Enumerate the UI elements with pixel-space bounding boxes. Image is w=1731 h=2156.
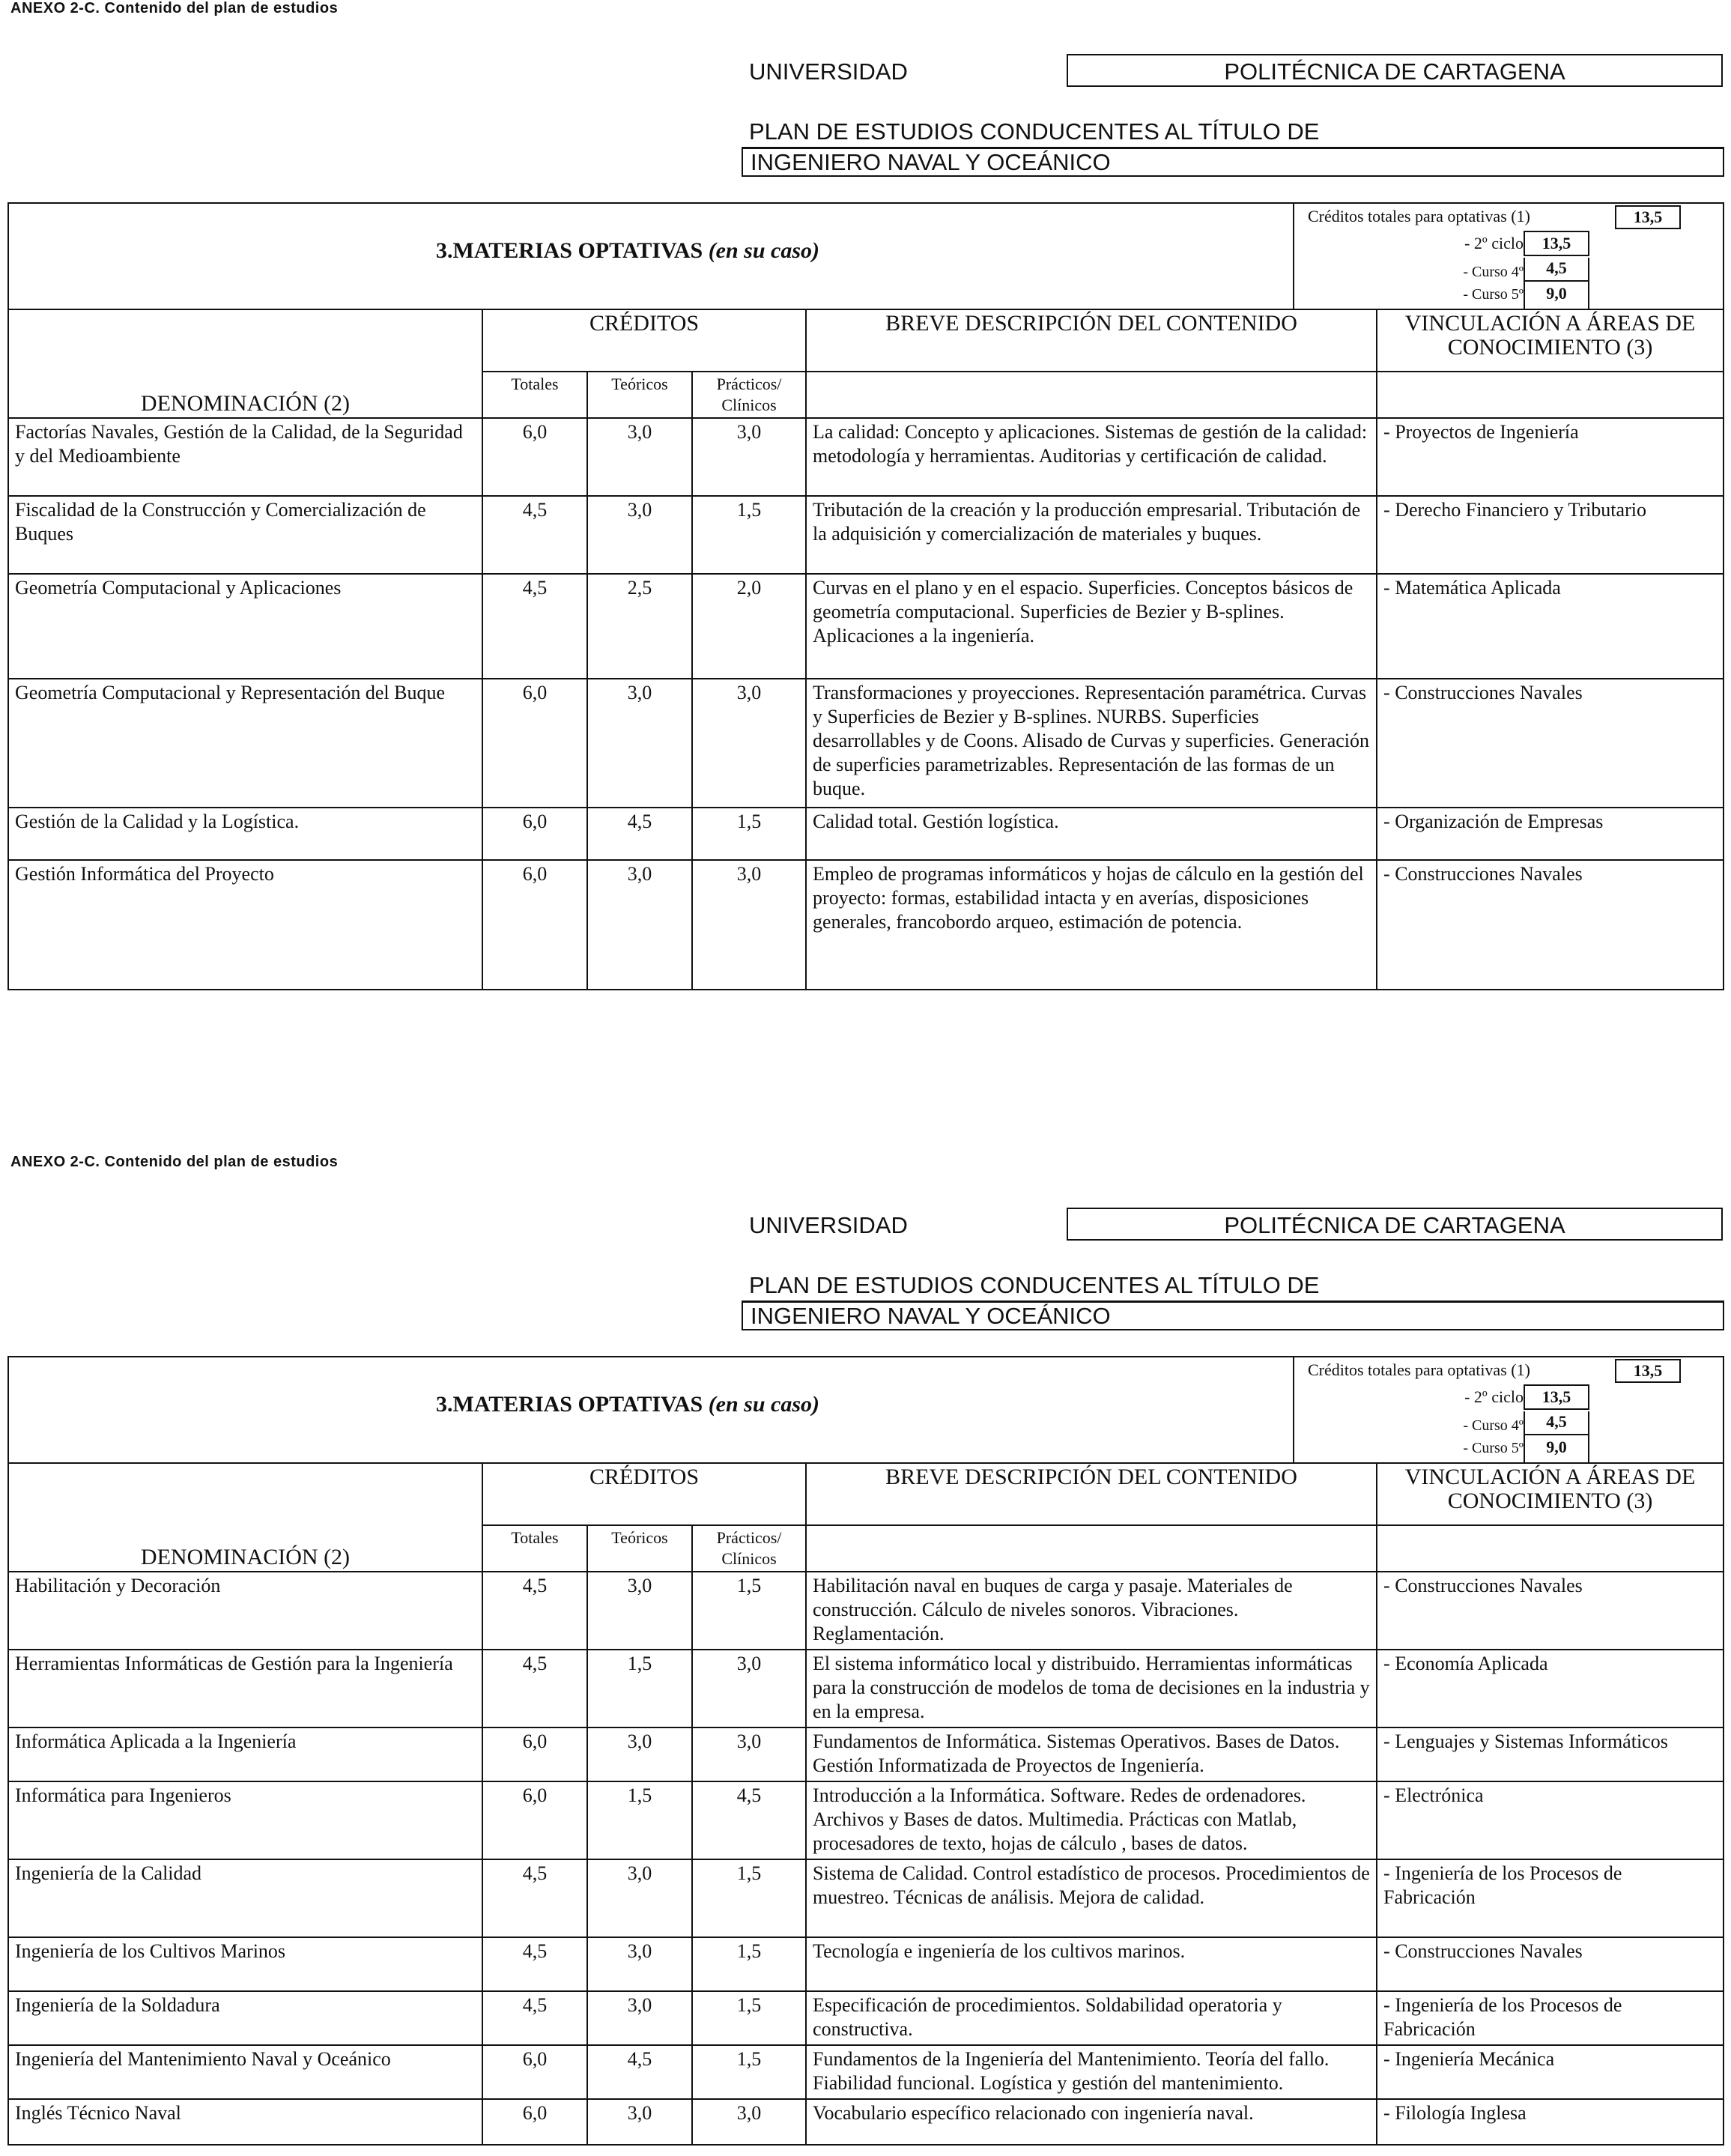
course-name: Fiscalidad de la Construcción y Comercialización de Buques — [9, 496, 482, 574]
column-vinculacion: VINCULACIÓN A ÁREAS DE CONOCIMIENTO (3) — [1377, 1464, 1723, 1525]
course-name: Ingeniería del Mantenimiento Naval y Oceánico — [9, 2045, 482, 2099]
plan-label: PLAN DE ESTUDIOS CONDUCENTES AL TÍTULO DE — [749, 1272, 1320, 1298]
credits-totales: 4,5 — [482, 1991, 587, 2045]
table-row — [9, 1572, 1723, 1650]
credits-panel — [1293, 1357, 1663, 1462]
credits-teoricos: 1,5 — [587, 1781, 692, 1859]
course-name: Habilitación y Decoración — [9, 1572, 482, 1650]
credits-teoricos: 3,0 — [587, 2099, 692, 2144]
annex-title: ANEXO 2-C. Contenido del plan de estudios — [10, 0, 339, 16]
credits-total-label: Créditos totales para optativas (1) — [1308, 207, 1530, 225]
knowledge-area: - Derecho Financiero y Tributario — [1377, 496, 1723, 574]
credits-practicos: 1,5 — [692, 1859, 806, 1937]
course-name: Gestión Informática del Proyecto — [9, 860, 482, 989]
column-totales: Totales — [482, 1525, 587, 1572]
section-header — [9, 204, 1723, 310]
credits-practicos: 3,0 — [692, 1650, 806, 1727]
course-description: Introducción a la Informática. Software. Redes de ordenadores. Archivos y Bases de datos. Multimedia. Prácticas con Matlab, procesadores de texto, hojas de cálculo , bases de datos. — [806, 1781, 1377, 1859]
credits-practicos: 1,5 — [692, 1937, 806, 1991]
table-row — [9, 418, 1723, 496]
credits-totales: 4,5 — [482, 496, 587, 574]
section-title: 3.MATERIAS OPTATIVAS (en su caso) — [436, 238, 820, 263]
course-description: Empleo de programas informáticos y hojas de cálculo en la gestión del proyecto: formas, estabilidad intacta y en averías, disposiciones generales, francobordo arqueo, estimación de potencia. — [806, 860, 1377, 989]
knowledge-area: - Construcciones Navales — [1377, 679, 1723, 808]
course-description: Fundamentos de la Ingeniería del Mantenimiento. Teoría del fallo. Fiabilidad funcional. Logística y gestión del mantenimiento. — [806, 2045, 1377, 2099]
knowledge-area: - Filología Inglesa — [1377, 2099, 1723, 2144]
course-name: Geometría Computacional y Representación del Buque — [9, 679, 482, 808]
credits-total-label: Créditos totales para optativas (1) — [1308, 1360, 1530, 1379]
table-row — [9, 574, 1723, 679]
table-row — [9, 1727, 1723, 1781]
curso4-label: - Curso 4º — [1463, 264, 1524, 280]
credits-practicos: 1,5 — [692, 1991, 806, 2045]
credits-totales: 6,0 — [482, 808, 587, 860]
table-row — [9, 1781, 1723, 1859]
credits-totales: 4,5 — [482, 574, 587, 679]
course-name: Geometría Computacional y Aplicaciones — [9, 574, 482, 679]
curso5-label: - Curso 5º — [1463, 1440, 1524, 1456]
table-row — [9, 1991, 1723, 2045]
section-header — [9, 1357, 1723, 1464]
column-denominacion: DENOMINACIÓN (2) — [9, 1464, 482, 1572]
section-title: 3.MATERIAS OPTATIVAS (en su caso) — [436, 1392, 820, 1417]
column-creditos: CRÉDITOS — [482, 1464, 806, 1525]
courses-grid — [9, 1464, 1723, 2144]
column-creditos: CRÉDITOS — [482, 310, 806, 372]
credits-totales: 6,0 — [482, 1781, 587, 1859]
plan-label: PLAN DE ESTUDIOS CONDUCENTES AL TÍTULO DE — [749, 118, 1320, 145]
credits-practicos: 3,0 — [692, 2099, 806, 2144]
table-row — [9, 679, 1723, 808]
credits-practicos: 3,0 — [692, 679, 806, 808]
curso5-value: 9,0 — [1524, 282, 1589, 309]
knowledge-area: - Lenguajes y Sistemas Informáticos — [1377, 1727, 1723, 1781]
university-name: POLITÉCNICA DE CARTAGENA — [1067, 54, 1723, 87]
credits-teoricos: 2,5 — [587, 574, 692, 679]
table-row — [9, 2045, 1723, 2099]
column-teoricos: Teóricos — [587, 372, 692, 418]
course-name: Ingeniería de la Calidad — [9, 1859, 482, 1937]
credits-practicos: 3,0 — [692, 418, 806, 496]
credits-teoricos: 3,0 — [587, 496, 692, 574]
course-name: Ingeniería de los Cultivos Marinos — [9, 1937, 482, 1991]
credits-totales: 6,0 — [482, 1727, 587, 1781]
course-description: Tecnología e ingeniería de los cultivos marinos. — [806, 1937, 1377, 1991]
credits-teoricos: 3,0 — [587, 1572, 692, 1650]
credits-practicos: 1,5 — [692, 1572, 806, 1650]
course-description: Habilitación naval en buques de carga y pasaje. Materiales de construcción. Cálculo de niveles sonoros. Vibraciones. Reglamentación. — [806, 1572, 1377, 1650]
courses-grid — [9, 310, 1723, 989]
column-teoricos: Teóricos — [587, 1525, 692, 1572]
column-practicos: Prácticos/ Clínicos — [692, 1525, 806, 1572]
credits-teoricos: 3,0 — [587, 418, 692, 496]
course-description: Vocabulario específico relacionado con ingeniería naval. — [806, 2099, 1377, 2144]
credits-totales: 4,5 — [482, 1572, 587, 1650]
credits-teoricos: 3,0 — [587, 860, 692, 989]
curso4-value: 4,5 — [1524, 1411, 1589, 1435]
credits-practicos: 1,5 — [692, 808, 806, 860]
credits-panel — [1293, 204, 1663, 309]
course-description: Fundamentos de Informática. Sistemas Operativos. Bases de Datos. Gestión Informatizada de Proyectos de Ingeniería. — [806, 1727, 1377, 1781]
knowledge-area: - Construcciones Navales — [1377, 1572, 1723, 1650]
course-description: Sistema de Calidad. Control estadístico de procesos. Procedimientos de muestreo. Técnicas de análisis. Mejora de calidad. — [806, 1859, 1377, 1937]
knowledge-area: - Construcciones Navales — [1377, 860, 1723, 989]
column-descripcion: BREVE DESCRIPCIÓN DEL CONTENIDO — [806, 310, 1377, 372]
column-practicos: Prácticos/ Clínicos — [692, 372, 806, 418]
knowledge-area: - Economía Aplicada — [1377, 1650, 1723, 1727]
course-name: Herramientas Informáticas de Gestión para la Ingeniería — [9, 1650, 482, 1727]
credits-teoricos: 3,0 — [587, 1859, 692, 1937]
table-row — [9, 1859, 1723, 1937]
credits-teoricos: 3,0 — [587, 1991, 692, 2045]
course-name: Informática para Ingenieros — [9, 1781, 482, 1859]
credits-practicos: 4,5 — [692, 1781, 806, 1859]
credits-total-value: 13,5 — [1615, 205, 1681, 229]
ciclo-label: - 2º ciclo — [1464, 1387, 1524, 1406]
ciclo-value: 13,5 — [1524, 1384, 1589, 1410]
curso5-value: 9,0 — [1524, 1435, 1589, 1462]
credits-teoricos: 3,0 — [587, 679, 692, 808]
course-name: Informática Aplicada a la Ingeniería — [9, 1727, 482, 1781]
credits-totales: 6,0 — [482, 418, 587, 496]
course-description: El sistema informático local y distribuido. Herramientas informáticas para la construcción de modelos de toma de decisiones en la industria y en la empresa. — [806, 1650, 1377, 1727]
column-descripcion: BREVE DESCRIPCIÓN DEL CONTENIDO — [806, 1464, 1377, 1525]
knowledge-area: - Proyectos de Ingeniería — [1377, 418, 1723, 496]
university-label: UNIVERSIDAD — [749, 58, 908, 85]
curso4-value: 4,5 — [1524, 258, 1589, 282]
university-name: POLITÉCNICA DE CARTAGENA — [1067, 1208, 1723, 1241]
knowledge-area: - Electrónica — [1377, 1781, 1723, 1859]
course-description: Curvas en el plano y en el espacio. Superficies. Conceptos básicos de geometría computacional. Superficies de Bezier y B-splines. Aplicaciones a la ingeniería. — [806, 574, 1377, 679]
degree-name: INGENIERO NAVAL Y OCEÁNICO — [742, 1300, 1724, 1330]
course-name: Ingeniería de la Soldadura — [9, 1991, 482, 2045]
course-description: Transformaciones y proyecciones. Representación paramétrica. Curvas y Superficies de Bezier y B-splines. NURBS. Superficies desarrollables y de Coons. Alisado de Curvas y superficies. Generación de superficies parametrizables. Representación de las formas de un buque. — [806, 679, 1377, 808]
table-row — [9, 1650, 1723, 1727]
credits-totales: 6,0 — [482, 2099, 587, 2144]
table-row — [9, 860, 1723, 989]
column-vinculacion: VINCULACIÓN A ÁREAS DE CONOCIMIENTO (3) — [1377, 310, 1723, 372]
annex-title: ANEXO 2-C. Contenido del plan de estudios — [10, 1154, 339, 1170]
table-row — [9, 808, 1723, 860]
credits-total-value: 13,5 — [1615, 1359, 1681, 1383]
course-name: Factorías Navales, Gestión de la Calidad, de la Seguridad y del Medioambiente — [9, 418, 482, 496]
course-name: Inglés Técnico Naval — [9, 2099, 482, 2144]
course-description: Calidad total. Gestión logística. — [806, 808, 1377, 860]
course-name: Gestión de la Calidad y la Logística. — [9, 808, 482, 860]
courses-table — [7, 202, 1724, 990]
credits-teoricos: 1,5 — [587, 1650, 692, 1727]
curso4-label: - Curso 4º — [1463, 1417, 1524, 1434]
courses-table — [7, 1356, 1724, 2146]
credits-totales: 6,0 — [482, 2045, 587, 2099]
credits-practicos: 2,0 — [692, 574, 806, 679]
credits-practicos: 1,5 — [692, 2045, 806, 2099]
credits-totales: 6,0 — [482, 679, 587, 808]
credits-practicos: 3,0 — [692, 860, 806, 989]
credits-teoricos: 3,0 — [587, 1937, 692, 1991]
credits-practicos: 1,5 — [692, 496, 806, 574]
credits-totales: 4,5 — [482, 1650, 587, 1727]
credits-totales: 4,5 — [482, 1937, 587, 1991]
knowledge-area: - Ingeniería de los Procesos de Fabricación — [1377, 1991, 1723, 2045]
course-description: Tributación de la creación y la producción empresarial. Tributación de la adquisición y comercialización de materiales y buques. — [806, 496, 1377, 574]
credits-totales: 6,0 — [482, 860, 587, 989]
knowledge-area: - Organización de Empresas — [1377, 808, 1723, 860]
column-totales: Totales — [482, 372, 587, 418]
university-label: UNIVERSIDAD — [749, 1212, 908, 1238]
ciclo-label: - 2º ciclo — [1464, 234, 1524, 252]
credits-teoricos: 3,0 — [587, 1727, 692, 1781]
knowledge-area: - Ingeniería de los Procesos de Fabricación — [1377, 1859, 1723, 1937]
credits-practicos: 3,0 — [692, 1727, 806, 1781]
course-description: Especificación de procedimientos. Soldabilidad operatoria y constructiva. — [806, 1991, 1377, 2045]
table-row — [9, 1937, 1723, 1991]
knowledge-area: - Ingeniería Mecánica — [1377, 2045, 1723, 2099]
credits-teoricos: 4,5 — [587, 2045, 692, 2099]
knowledge-area: - Matemática Aplicada — [1377, 574, 1723, 679]
credits-totales: 4,5 — [482, 1859, 587, 1937]
credits-teoricos: 4,5 — [587, 808, 692, 860]
curso5-label: - Curso 5º — [1463, 286, 1524, 303]
column-denominacion: DENOMINACIÓN (2) — [9, 310, 482, 418]
table-row — [9, 2099, 1723, 2144]
ciclo-value: 13,5 — [1524, 231, 1589, 256]
course-description: La calidad: Concepto y aplicaciones. Sistemas de gestión de la calidad: metodología y herramientas. Auditorias y certificación de calidad. — [806, 418, 1377, 496]
table-row — [9, 496, 1723, 574]
knowledge-area: - Construcciones Navales — [1377, 1937, 1723, 1991]
degree-name: INGENIERO NAVAL Y OCEÁNICO — [742, 147, 1724, 177]
